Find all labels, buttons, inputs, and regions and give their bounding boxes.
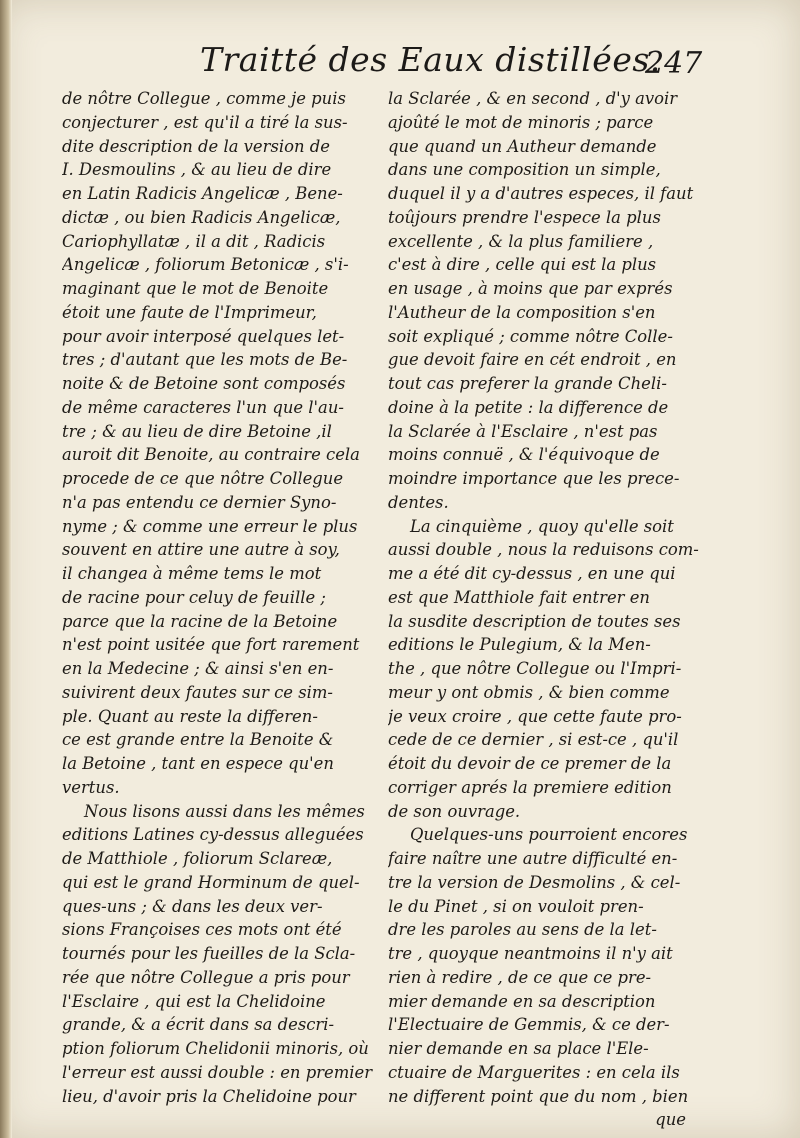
paragraph-start-line: Quelques-uns pourroient encores bbox=[410, 825, 688, 845]
catchword: que bbox=[655, 1110, 686, 1130]
text-line: editions Latines cy-dessus alleguées bbox=[62, 825, 364, 845]
text-line: mier demande en sa description bbox=[388, 991, 656, 1011]
text-line: dentes. bbox=[388, 492, 449, 512]
text-line: que quand un Autheur demande bbox=[388, 136, 657, 156]
text-line: noite & de Betoine sont composés bbox=[62, 374, 346, 393]
text-line: dite description de la version de bbox=[62, 136, 330, 156]
text-line: en la Medecine ; & ainsi s'en en- bbox=[62, 659, 334, 678]
text-line: parce que la racine de la Betoine bbox=[62, 611, 338, 631]
text-line: de nôtre Collegue , comme je puis bbox=[62, 89, 346, 108]
text-line: aussi double , nous la reduisons com- bbox=[388, 540, 699, 560]
text-line: c'est à dire , celle qui est la plus bbox=[388, 255, 657, 275]
text-line: corriger aprés la premiere edition bbox=[388, 777, 672, 797]
text-line: moins connuë , & l'équivoque de bbox=[388, 445, 660, 465]
text-line: dre les paroles au sens de la let- bbox=[388, 920, 657, 940]
page-header bbox=[60, 40, 760, 90]
text-line: duquel il y a d'autres especes, il faut bbox=[388, 184, 694, 203]
text-line: la susdite description de toutes ses bbox=[388, 611, 681, 631]
text-line: dans une composition un simple, bbox=[388, 160, 661, 180]
text-line: maginant que le mot de Benoite bbox=[62, 279, 329, 298]
text-line: Cariophyllatæ , il a dit , Radicis bbox=[62, 231, 326, 251]
text-line: procede de ce que nôtre Collegue bbox=[62, 469, 344, 488]
text-line: ption foliorum Chelidonii minoris, où bbox=[62, 1039, 369, 1058]
text-line: Angelicæ , foliorum Betonicæ , s'i- bbox=[62, 255, 349, 275]
text-line: ctuaire de Marguerites : en cela ils bbox=[388, 1062, 680, 1082]
text-line: il changea à même tems le mot bbox=[62, 564, 322, 583]
text-line: sions Françoises ces mots ont été bbox=[62, 920, 342, 940]
text-line: n'est point usitée que fort rarement bbox=[62, 635, 360, 655]
text-line: I. Desmoulins , & au lieu de dire bbox=[62, 160, 332, 180]
text-line: faire naître une autre difficulté en- bbox=[388, 849, 678, 868]
text-line: rée que nôtre Collegue a pris pour bbox=[62, 967, 350, 987]
text-line: de son ouvrage. bbox=[388, 801, 521, 821]
text-line: dictæ , ou bien Radicis Angelicæ, bbox=[62, 207, 341, 227]
paragraph-start-line: Nous lisons aussi dans les mêmes bbox=[84, 801, 365, 821]
text-line: auroit dit Benoite, au contraire cela bbox=[62, 445, 360, 465]
text-line: soit expliqué ; comme nôtre Colle- bbox=[388, 326, 673, 346]
text-line: suivirent deux fautes sur ce sim- bbox=[62, 682, 333, 702]
text-column-left bbox=[62, 87, 374, 1108]
text-line: la Betoine , tant en espece qu'en bbox=[62, 754, 334, 773]
text-line: tres ; d'autant que les mots de Be- bbox=[62, 350, 348, 370]
text-line: tre , quoyque neantmoins il n'y ait bbox=[388, 944, 673, 963]
text-line: ne different point que du nom , bien bbox=[388, 1086, 689, 1106]
text-line: l'Autheur de la composition s'en bbox=[388, 302, 656, 322]
text-column-right bbox=[388, 87, 706, 1132]
text-line: doine à la petite : la difference de bbox=[388, 397, 669, 417]
text-line: l'Electuaire de Gemmis, & ce der- bbox=[388, 1015, 670, 1035]
text-line: pour avoir interposé quelques let- bbox=[62, 326, 345, 346]
text-line: l'erreur est aussi double : en premier bbox=[62, 1062, 373, 1082]
text-line: de Matthiole , foliorum Sclareæ, bbox=[62, 849, 333, 868]
text-line: me a été dit cy-dessus , en une qui bbox=[388, 564, 676, 583]
text-line: grande, & a écrit dans sa descri- bbox=[62, 1015, 335, 1035]
text-line: lieu, d'avoir pris la Chelidoine pour bbox=[62, 1086, 356, 1106]
text-line: étoit une faute de l'Imprimeur, bbox=[62, 302, 317, 322]
text-line: nyme ; & comme une erreur le plus bbox=[62, 516, 358, 536]
text-line: the , que nôtre Collegue ou l'Impri- bbox=[388, 659, 682, 678]
text-line: excellente , & la plus familiere , bbox=[388, 231, 654, 251]
page-number: 247 bbox=[645, 46, 703, 81]
text-line: tre la version de Desmolins , & cel- bbox=[388, 872, 681, 892]
paragraph-start-line: La cinquième , quoy qu'elle soit bbox=[410, 516, 674, 536]
text-line: rien à redire , de ce que ce pre- bbox=[388, 967, 652, 987]
text-line: nier demande en sa place l'Ele- bbox=[388, 1039, 649, 1058]
text-line: en Latin Radicis Angelicæ , Bene- bbox=[62, 184, 343, 203]
text-line: gue devoit faire en cét endroit , en bbox=[388, 350, 677, 370]
text-line: moindre importance que les prece- bbox=[388, 469, 680, 488]
text-line: tournés pour les fueilles de la Scla- bbox=[62, 944, 356, 963]
text-line: la Sclarée à l'Esclaire , n'est pas bbox=[388, 421, 658, 441]
text-line: vertus. bbox=[62, 777, 120, 797]
text-line: le du Pinet , si on vouloit pren- bbox=[388, 896, 644, 916]
text-line: de même caracteres l'un que l'au- bbox=[62, 397, 344, 417]
text-line: de racine pour celuy de feuille ; bbox=[62, 587, 326, 607]
text-line: étoit du devoir de ce premer de la bbox=[388, 754, 672, 773]
binding-edge bbox=[0, 0, 12, 1138]
text-line: en usage , à moins que par exprés bbox=[388, 279, 673, 298]
text-line: conjecturer , est qu'il a tiré la sus- bbox=[62, 112, 348, 132]
text-line: ques-uns ; & dans les deux ver- bbox=[62, 896, 323, 916]
text-line: meur y ont obmis , & bien comme bbox=[388, 682, 670, 702]
text-line: la Sclarée , & en second , d'y avoir bbox=[388, 89, 678, 108]
text-line: tre ; & au lieu de dire Betoine ,il bbox=[62, 421, 332, 441]
text-line: ple. Quant au reste la differen- bbox=[62, 706, 318, 726]
text-line: tout cas preferer la grande Cheli- bbox=[388, 374, 667, 393]
text-line: je veux croire , que cette faute pro- bbox=[388, 706, 682, 726]
text-line: est que Matthiole fait entrer en bbox=[388, 587, 650, 607]
text-line: ce est grande entre la Benoite & bbox=[62, 730, 334, 750]
text-line: ajoûté le mot de minoris ; parce bbox=[388, 112, 654, 132]
text-line: l'Esclaire , qui est la Chelidoine bbox=[62, 991, 326, 1011]
text-line: souvent en attire une autre à soy, bbox=[62, 540, 340, 560]
text-line: cede de ce dernier , si est-ce , qu'il bbox=[388, 730, 679, 750]
text-line: n'a pas entendu ce dernier Syno- bbox=[62, 492, 337, 512]
text-line: qui est le grand Horminum de quel- bbox=[62, 872, 360, 892]
running-title: Traitté des Eaux distillées. bbox=[200, 40, 661, 79]
text-line: editions le Pulegium, & la Men- bbox=[388, 635, 651, 655]
text-line: toûjours prendre l'espece la plus bbox=[388, 207, 661, 227]
